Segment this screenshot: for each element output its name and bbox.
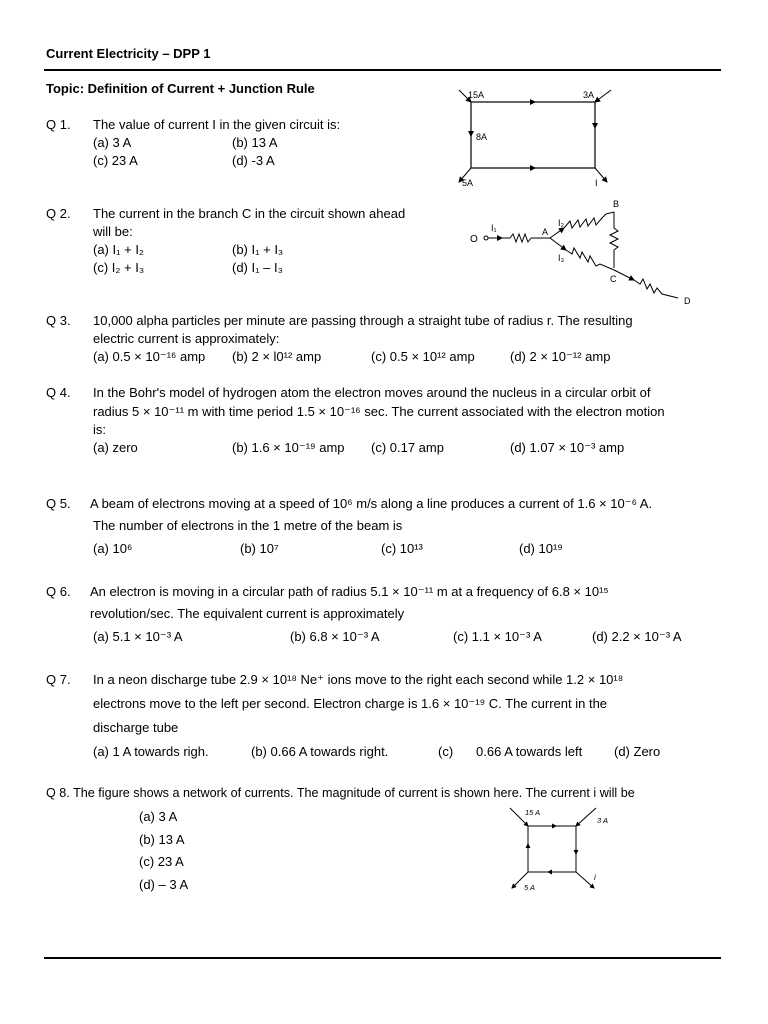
option-a: (a) 3 A xyxy=(93,135,132,150)
question-text: A beam of electrons moving at a speed of 10⁶ m/s along a line produces a current of 1.6 × 10⁻⁶ A. xyxy=(90,496,653,511)
page-title: Current Electricity – DPP 1 xyxy=(46,46,211,61)
question-number: Q 5. xyxy=(46,496,71,511)
question-text: An electron is moving in a circular path of radius 5.1 × 10⁻¹¹ m at a frequency of 6.8 × 10¹⁵ xyxy=(90,584,609,599)
option-b: (b) 10⁷ xyxy=(240,541,279,556)
option-c: (c) 0.17 amp xyxy=(371,440,444,455)
question-number: Q 6. xyxy=(46,584,71,599)
question-text-cont: electric current is approximately: xyxy=(93,331,280,346)
label-i: i xyxy=(594,873,596,882)
question-number: Q 2. xyxy=(46,206,71,221)
question-text: In a neon discharge tube 2.9 × 10¹⁸ Ne⁺ ions move to the right each second while 1.2 × 10¹⁸ xyxy=(93,672,624,687)
topic-heading: Topic: Definition of Current + Junction Rule xyxy=(46,81,315,96)
label-i3: I₃ xyxy=(558,253,565,263)
label-3a: 3A xyxy=(583,90,595,100)
label-8a: 8A xyxy=(476,132,488,142)
option-b: (b) 13 A xyxy=(232,135,278,150)
option-c: (c) 23 A xyxy=(93,153,138,168)
question-text: Q 8. The figure shows a network of currents. The magnitude of current is shown here. The current i will be xyxy=(46,786,635,800)
option-d: (d) I₁ – I₃ xyxy=(232,260,283,275)
option-d: (d) -3 A xyxy=(232,153,275,168)
question-text-cont: electrons move to the left per second. Electron charge is 1.6 × 10⁻¹⁹ C. The current in the xyxy=(93,696,608,711)
question-text: The current in the branch C in the circuit shown ahead xyxy=(93,206,406,221)
question-text-cont: discharge tube xyxy=(93,720,179,735)
option-d: (d) 10¹⁹ xyxy=(519,541,563,556)
label-node-c: C xyxy=(610,274,617,284)
option-d: (d) 2.2 × 10⁻³ A xyxy=(592,629,682,644)
option-c: (c) 0.5 × 10¹² amp xyxy=(371,349,475,364)
question-number: Q 3. xyxy=(46,313,71,328)
question-number: Q 1. xyxy=(46,117,71,132)
footer-divider xyxy=(44,957,721,959)
option-c-label: (c) xyxy=(438,744,454,759)
option-a: (a) 3 A xyxy=(139,809,178,824)
option-d: (d) – 3 A xyxy=(139,877,189,892)
option-a: (a) 10⁶ xyxy=(93,541,133,556)
header-divider xyxy=(44,69,721,71)
question-text: In the Bohr's model of hydrogen atom the electron moves around the nucleus in a circular orbit of xyxy=(93,385,651,400)
label-i: I xyxy=(595,178,598,188)
question-number: Q 7. xyxy=(46,672,71,687)
question-text-cont: revolution/sec. The equivalent current is approximately xyxy=(90,606,405,621)
question-text-cont: The number of electrons in the 1 metre of the beam is xyxy=(93,518,403,533)
option-d: (d) 1.07 × 10⁻³ amp xyxy=(510,440,625,455)
option-b: (b) 1.6 × 10⁻¹⁹ amp xyxy=(232,440,345,455)
option-a: (a) 0.5 × 10⁻¹⁶ amp xyxy=(93,349,206,364)
option-a: (a) zero xyxy=(93,440,138,455)
question-number: Q 4. xyxy=(46,385,71,400)
question-text: The value of current I in the given circuit is: xyxy=(93,117,341,132)
option-c: 0.66 A towards left xyxy=(476,744,583,759)
q2-circuit-diagram xyxy=(466,198,696,308)
label-node-a: A xyxy=(542,227,549,237)
label-15a: 15A xyxy=(468,90,485,100)
label-i2: I₂ xyxy=(558,218,564,228)
option-b: (b) 13 A xyxy=(139,832,185,847)
option-c: (c) 10¹³ xyxy=(381,541,423,556)
option-c: (c) 23 A xyxy=(139,854,184,869)
question-text-cont: is: xyxy=(93,422,106,437)
question-text-cont: radius 5 × 10⁻¹¹ m with time period 1.5 × 10⁻¹⁶ sec. The current associated with the electron motion xyxy=(93,404,665,419)
question-text-cont: will be: xyxy=(93,224,133,239)
q1-circuit-diagram xyxy=(455,86,625,190)
option-b: (b) 0.66 A towards right. xyxy=(251,744,389,759)
label-node-b: B xyxy=(613,199,620,209)
label-15a: 15 A xyxy=(525,808,541,817)
option-c: (c) I₂ + I₃ xyxy=(93,260,145,275)
option-a: (a) 5.1 × 10⁻³ A xyxy=(93,629,183,644)
q8-network-diagram xyxy=(506,804,626,894)
label-i1: I₁ xyxy=(491,223,497,233)
option-d: (d) Zero xyxy=(614,744,661,759)
option-a: (a) I₁ + I₂ xyxy=(93,242,144,257)
question-text: 10,000 alpha particles per minute are passing through a straight tube of radius r. The resulting xyxy=(93,313,633,328)
label-5a: 5A xyxy=(462,178,474,188)
option-b: (b) I₁ + I₃ xyxy=(232,242,284,257)
option-b: (b) 2 × l0¹² amp xyxy=(232,349,322,364)
label-5a: 5 A xyxy=(524,883,535,892)
label-3a: 3 A xyxy=(597,816,608,825)
option-d: (d) 2 × 10⁻¹² amp xyxy=(510,349,611,364)
label-node-d: D xyxy=(684,296,691,306)
label-o: O xyxy=(470,234,478,245)
option-a: (a) 1 A towards righ. xyxy=(93,744,209,759)
option-b: (b) 6.8 × 10⁻³ A xyxy=(290,629,380,644)
option-c: (c) 1.1 × 10⁻³ A xyxy=(453,629,542,644)
